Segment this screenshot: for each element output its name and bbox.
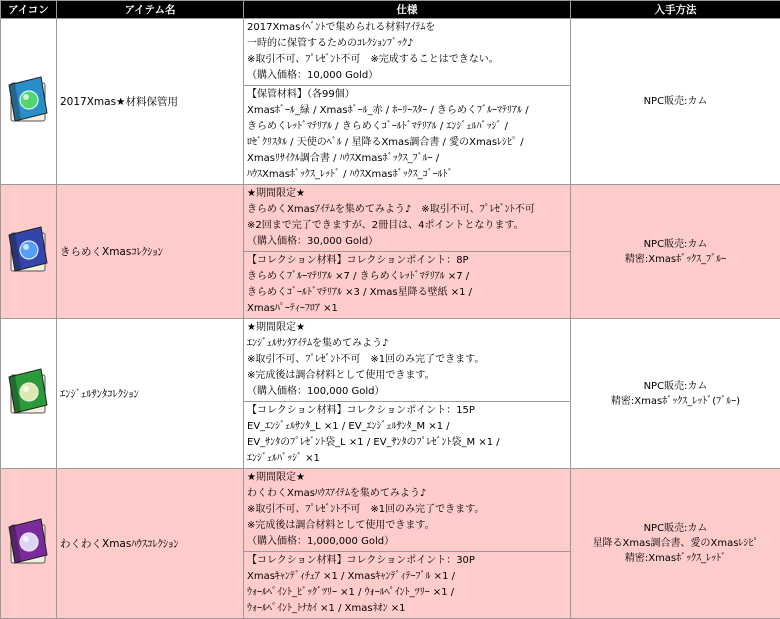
table-row (1, 185, 780, 319)
collection-book-icon (7, 75, 51, 125)
spec-line: 【コレクション材料】コレクションポイント：30P (247, 553, 567, 569)
spec-description (244, 469, 570, 551)
header-obtain-method: 入手方法 (571, 1, 780, 19)
spec-line: ﾊｳｽXmasﾎﾞｯｸｽ_ﾚｯﾄﾞ / ﾊｳｽXmasﾎﾞｯｸｽ_ｺﾞｰﾙﾄﾞ (247, 167, 567, 183)
collection-book-icon (7, 225, 51, 275)
spec-line: ★期間限定★ (247, 186, 567, 202)
obtain-line: 精密:Xmasﾎﾞｯｸｽ_ﾚｯﾄﾞ(ﾌﾞﾙｰ) (571, 394, 780, 409)
spec-line: 【コレクション材料】コレクションポイント：8P (247, 253, 567, 269)
spec-line: わくわくXmasﾊｳｽｱｲﾃﾑを集めてみよう♪ (247, 486, 567, 502)
spec-line: Xmasﾎﾞｰﾙ_緑 / Xmasﾎﾞｰﾙ_赤 / ﾎｰﾘｰｽﾀｰ / きらめくﾌﾞﾙｰﾏﾃﾘｱﾙ / (247, 103, 567, 119)
obtain-line: NPC販売:カム (571, 379, 780, 394)
obtain-cell (571, 185, 780, 319)
item-name: ｴﾝｼﾞｪﾙｻﾝﾀｺﾚｸｼｮﾝ (57, 319, 244, 469)
spec-line: きらめくﾚｯﾄﾞﾏﾃﾘｱﾙ / きらめくｺﾞｰﾙﾄﾞﾏﾃﾘｱﾙ / ｴﾝｼﾞｪﾙﾊﾞｯｼﾞ / (247, 119, 567, 135)
spec-description (244, 19, 570, 85)
table-row (1, 19, 780, 185)
obtain-line: 精密:Xmasﾎﾞｯｸｽ_ﾌﾞﾙｰ (571, 252, 780, 267)
spec-line: ※2回まで完了できますが、2冊目は、4ポイントとなります。 (247, 218, 567, 234)
spec-cell (244, 185, 571, 319)
spec-line: ※完成後は調合材料として使用できます。 (247, 368, 567, 384)
spec-line: EV_ｴﾝｼﾞｪﾙｻﾝﾀ_L ×1 / EV_ｴﾝｼﾞｪﾙｻﾝﾀ_M ×1 / (247, 419, 567, 435)
book-emblem-shine (23, 536, 29, 542)
spec-line: ※完成後は調合材料として使用できます。 (247, 518, 567, 534)
obtain-cell (571, 319, 780, 469)
obtain-line: 星降るXmas調合書、愛のXmasﾚｼﾋﾟ (571, 536, 780, 551)
header-item-name: アイテム名 (57, 1, 244, 19)
book-emblem (20, 533, 38, 551)
spec-line: Xmasｷｬﾝﾃﾞｨﾁｪｱ ×1 / Xmasｷｬﾝﾃﾞｨﾃｰﾌﾞﾙ ×1 / (247, 569, 567, 585)
spec-cell (244, 469, 571, 619)
spec-line: EV_ｻﾝﾀのﾌﾟﾚｾﾞﾝﾄ袋_L ×1 / EV_ｻﾝﾀのﾌﾟﾚｾﾞﾝﾄ袋_M ×1 / (247, 435, 567, 451)
spec-line: （購入価格：100,000 Gold） (247, 384, 567, 400)
spec-line: ※取引不可、ﾌﾟﾚｾﾞﾝﾄ不可 ※1回のみ完了できます。 (247, 502, 567, 518)
spec-description (244, 319, 570, 401)
icon-cell (1, 19, 57, 185)
icon-cell (1, 469, 57, 619)
item-name: きらめくXmasｺﾚｸｼｮﾝ (57, 185, 244, 319)
book-emblem (20, 91, 38, 109)
spec-line: Xmasﾘｻｲｸﾙ調合書 / ﾊｳｽXmasﾎﾞｯｸｽ_ﾌﾞﾙｰ / (247, 151, 567, 167)
obtain-cell (571, 469, 780, 619)
spec-cell (244, 319, 571, 469)
obtain-line: NPC販売:カム (571, 237, 780, 252)
icon-cell (1, 185, 57, 319)
spec-line: （購入価格：1,000,000 Gold） (247, 534, 567, 550)
spec-line: きらめくｺﾞｰﾙﾄﾞﾏﾃﾘｱﾙ ×3 / Xmas星降る壁紙 ×1 / (247, 285, 567, 301)
spec-line: ※取引不可、ﾌﾟﾚｾﾞﾝﾄ不可 ※1回のみ完了できます。 (247, 352, 567, 368)
spec-line: ※取引不可、ﾌﾟﾚｾﾞﾝﾄ不可 ※完成することはできない。 (247, 52, 567, 68)
table-row (1, 319, 780, 469)
spec-description (244, 185, 570, 251)
spec-line: ｴﾝｼﾞｪﾙｻﾝﾀｱｲﾃﾑを集めてみよう♪ (247, 336, 567, 352)
spec-materials (244, 85, 570, 184)
book-emblem-shine (23, 386, 29, 392)
obtain-line: 精密:Xmasﾎﾞｯｸｽ_ﾚｯﾄﾞ (571, 551, 780, 566)
book-emblem-shine (23, 94, 29, 100)
spec-materials (244, 401, 570, 468)
header-spec: 仕様 (244, 1, 571, 19)
obtain-line: NPC販売:カム (571, 94, 780, 109)
icon-cell (1, 319, 57, 469)
book-emblem (20, 383, 38, 401)
spec-line: 一時的に保管するためのｺﾚｸｼｮﾝﾌﾞｯｸ♪ (247, 36, 567, 52)
spec-line: 【コレクション材料】コレクションポイント：15P (247, 403, 567, 419)
spec-line: Xmasﾊﾟｰﾃｨｰﾌﾛｱ ×1 (247, 301, 567, 317)
spec-line: ｳｫｰﾙﾍﾟｲﾝﾄ_ﾄﾅｶｲ ×1 / Xmasﾈｵﾝ ×1 (247, 601, 567, 617)
spec-line: （購入価格：30,000 Gold） (247, 234, 567, 250)
spec-line: ｴﾝｼﾞｪﾙﾊﾞｯｼﾞ ×1 (247, 451, 567, 467)
spec-line: （購入価格：10,000 Gold） (247, 68, 567, 84)
table-row (1, 469, 780, 619)
collection-book-icon (7, 367, 51, 417)
spec-materials (244, 551, 570, 618)
book-emblem-shine (23, 244, 29, 250)
spec-line: ﾛｾﾞｸﾘｽﾀﾙ / 天使のﾍﾞﾙ / 星降るXmas調合書 / 愛のXmasﾚｼﾋﾟ / (247, 135, 567, 151)
spec-line: 【保管材料】（各99個） (247, 87, 567, 103)
book-emblem (20, 241, 38, 259)
item-name: 2017Xmas★材料保管用 (57, 19, 244, 185)
item-name: わくわくXmasﾊｳｽｺﾚｸｼｮﾝ (57, 469, 244, 619)
collection-book-icon (7, 517, 51, 567)
header-row (1, 1, 780, 19)
spec-cell (244, 19, 571, 185)
spec-line: きらめくXmasｱｲﾃﾑを集めてみよう♪ ※取引不可、ﾌﾟﾚｾﾞﾝﾄ不可 (247, 202, 567, 218)
spec-line: 2017Xmasｲﾍﾞﾝﾄで集められる材料ｱｲﾃﾑを (247, 20, 567, 36)
obtain-line: NPC販売:カム (571, 521, 780, 536)
spec-materials (244, 251, 570, 318)
spec-line: きらめくﾌﾞﾙｰﾏﾃﾘｱﾙ ×7 / きらめくﾚｯﾄﾞﾏﾃﾘｱﾙ ×7 / (247, 269, 567, 285)
spec-line: ｳｫｰﾙﾍﾟｲﾝﾄ_ﾋﾞｯｸﾞﾂﾘｰ ×1 / ｳｫｰﾙﾍﾟｲﾝﾄ_ﾂﾘｰ ×1 / (247, 585, 567, 601)
header-icon: アイコン (1, 1, 57, 19)
spec-line: ★期間限定★ (247, 320, 567, 336)
obtain-cell (571, 19, 780, 185)
spec-line: ★期間限定★ (247, 470, 567, 486)
